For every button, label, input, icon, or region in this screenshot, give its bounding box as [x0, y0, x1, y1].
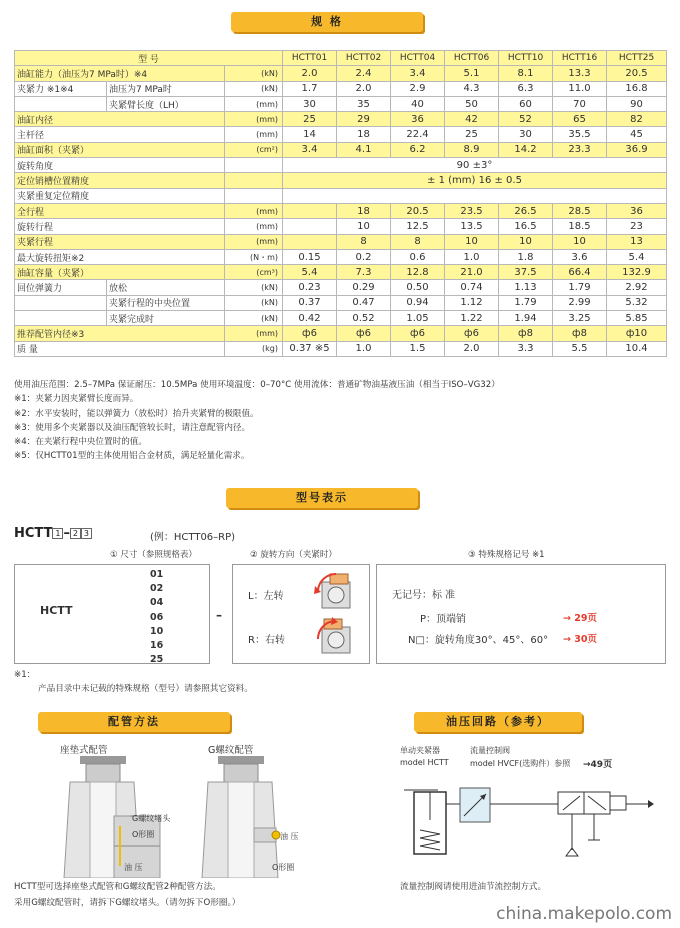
- spec-cell: 3.6: [553, 249, 607, 264]
- spec-cell: 3.25: [553, 311, 607, 326]
- spec-cell: 1.0: [337, 341, 391, 356]
- spec-row-label: 夹紧重复定位精度: [15, 188, 225, 203]
- spec-row-unit: (mm): [225, 234, 283, 249]
- spec-row: [15, 219, 667, 234]
- seat-oil-label: 油 压: [124, 863, 143, 872]
- spec-cell: 5.1: [445, 66, 499, 81]
- valve-label-2: model HVCF(选购件）参照: [470, 759, 571, 768]
- spec-row-unit: [225, 188, 283, 203]
- spec-cell: 4.3: [445, 81, 499, 96]
- spec-title-text: 规 格: [311, 15, 343, 28]
- spec-row-label: 旋转行程: [15, 219, 225, 234]
- circuit-section-title: [414, 712, 582, 732]
- spec-cell: 6.3: [499, 81, 553, 96]
- spec-cell: 3.4: [283, 142, 337, 157]
- spec-cell: 13.5: [445, 219, 499, 234]
- spec-row-label: 最大旋转扭矩※2: [15, 249, 225, 264]
- spec-cell: 132.9: [607, 265, 667, 280]
- spec-cell: 25: [445, 127, 499, 142]
- seat-oring-label: O形圈: [132, 830, 155, 839]
- spec-header-model: HCTT01: [283, 51, 337, 66]
- spec-cell: 1.8: [499, 249, 553, 264]
- spec-row-unit: (kN): [225, 295, 283, 310]
- spec-row-unit: (kg): [225, 341, 283, 356]
- spec-header-model: HCTT25: [607, 51, 667, 66]
- spec-cell: 65: [553, 112, 607, 127]
- spec-cell: 1.79: [499, 295, 553, 310]
- spec-row: [15, 188, 667, 203]
- spec-cell: 0.2: [337, 249, 391, 264]
- spec-row-label: 油缸能力（油压为7 MPa时）※4: [15, 66, 225, 81]
- spec-span-cell: 90 ±3°: [283, 158, 667, 173]
- spec-cell: 18: [337, 203, 391, 218]
- spec-cell: 13.3: [553, 66, 607, 81]
- spec-row: [15, 66, 667, 81]
- model-code-format: [14, 526, 92, 541]
- note-line: 使用油压范围：2.5–7MPa 保证耐压：10.5MPa 使用环境温度：0–70°C 使用流体：普通矿物油基液压油（相当于ISO–VG32）: [14, 380, 500, 390]
- spec-row-sublabel: 油压为7 MPa时: [107, 81, 225, 96]
- note-line: ※3：使用多个夹紧器以及油压配管较长时，请注意配管内径。: [14, 422, 251, 433]
- spec-notes: [14, 378, 654, 464]
- special-p-page: → 29页: [563, 613, 597, 624]
- spec-row: [15, 341, 667, 356]
- note-line: ※4：在夹紧行程中央位置时的值。: [14, 437, 147, 448]
- spec-header-model: HCTT06: [445, 51, 499, 66]
- spec-cell: ф6: [337, 326, 391, 341]
- circuit-note: 流量控制阀请使用进油节流控制方式。: [400, 882, 547, 892]
- spec-cell: 25: [283, 112, 337, 127]
- spec-cell: 8.1: [499, 66, 553, 81]
- dir-right-text: R：右转: [248, 635, 285, 646]
- spec-cell: 35: [337, 96, 391, 111]
- spec-cell: 0.42: [283, 311, 337, 326]
- spec-row-unit: (mm): [225, 96, 283, 111]
- spec-row: [15, 203, 667, 218]
- seat-piping-title: 座垫式配管: [60, 745, 108, 756]
- special-label: ③ 特殊规格记号 ※1: [468, 550, 545, 560]
- code-separator: –: [216, 608, 222, 622]
- thread-piping-diagram: [198, 756, 288, 878]
- spec-row: [15, 311, 667, 326]
- spec-cell: 5.4: [607, 249, 667, 264]
- spec-row: [15, 96, 667, 111]
- spec-cell: 0.47: [337, 295, 391, 310]
- note-line: ※2：水平安装时，能以弹簧力（放松时）抬升夹紧臂的极限值。: [14, 408, 259, 419]
- spec-cell: 36.9: [607, 142, 667, 157]
- circuit-title-text: 油压回路（参考）: [446, 715, 550, 728]
- spec-header-label: 型 号: [15, 51, 283, 66]
- spec-cell: 0.37 ※5: [283, 341, 337, 356]
- spec-cell: 21.0: [445, 265, 499, 280]
- spec-row-label: 主杆径: [15, 127, 225, 142]
- spec-row-unit: (mm): [225, 203, 283, 218]
- valve-page-ref: →49页: [583, 760, 613, 770]
- code-dash: –: [63, 526, 70, 541]
- spec-row-sublabel: 放松: [107, 280, 225, 295]
- spec-row-unit: (mm): [225, 326, 283, 341]
- size-label: ① 尺寸（参照规格表）: [110, 550, 197, 560]
- spec-header-row: [15, 51, 667, 66]
- spec-row-unit: (mm): [225, 112, 283, 127]
- note-line: ※5：仅HCTT01型的主体使用铝合金材质，满足轻量化需求。: [14, 451, 250, 462]
- special-n-text: N□：旋转角度30°、45°、60°: [408, 635, 549, 646]
- spec-row-unit: (kN): [225, 311, 283, 326]
- size-option: 04: [150, 597, 164, 609]
- spec-cell: 12.5: [391, 219, 445, 234]
- size-option: 01: [150, 569, 164, 580]
- spec-cell: 2.92: [607, 280, 667, 295]
- spec-cell: 1.12: [445, 295, 499, 310]
- spec-cell: 30: [499, 127, 553, 142]
- spec-cell: 35.5: [553, 127, 607, 142]
- spec-row: [15, 280, 667, 295]
- spec-cell: 2.9: [391, 81, 445, 96]
- spec-cell: 5.32: [607, 295, 667, 310]
- spec-cell: ф8: [553, 326, 607, 341]
- spec-cell: 12.8: [391, 265, 445, 280]
- spec-cell: 23.5: [445, 203, 499, 218]
- piping-title-text: 配管方法: [108, 715, 160, 728]
- spec-cell: 2.0: [283, 66, 337, 81]
- spec-row-sublabel: 夹紧臂长度（LH）: [107, 96, 225, 111]
- spec-cell: 5.4: [283, 265, 337, 280]
- spec-cell: ф8: [499, 326, 553, 341]
- spec-cell: 29: [337, 112, 391, 127]
- spec-cell: 23: [607, 219, 667, 234]
- spec-row-unit: (cm²): [225, 142, 283, 157]
- spec-cell: 0.74: [445, 280, 499, 295]
- size-option: 10: [150, 625, 164, 637]
- spec-cell: 16.8: [607, 81, 667, 96]
- spec-cell: 20.5: [391, 203, 445, 218]
- spec-row-unit: (kN): [225, 81, 283, 96]
- spec-cell: 2.0: [337, 81, 391, 96]
- spec-row: [15, 142, 667, 157]
- spec-cell: 2.4: [337, 66, 391, 81]
- spec-row: [15, 265, 667, 280]
- code-box-2: 2: [70, 528, 81, 539]
- model-body-text: HCTT: [40, 604, 73, 617]
- spec-row-unit: (mm): [225, 127, 283, 142]
- size-option: 02: [150, 583, 164, 595]
- spec-cell: 23.3: [553, 142, 607, 157]
- spec-cell: 0.23: [283, 280, 337, 295]
- spec-cell: ф6: [445, 326, 499, 341]
- spec-row: [15, 234, 667, 249]
- spec-cell: 3.4: [391, 66, 445, 81]
- spec-cell: 6.2: [391, 142, 445, 157]
- spec-row-label: 回位弹簧力: [15, 280, 107, 295]
- model-code-section-title: [226, 488, 418, 508]
- direction-label: ② 旋转方向（夹紧时）: [250, 550, 337, 560]
- spec-cell: 0.94: [391, 295, 445, 310]
- spec-row: [15, 249, 667, 264]
- spec-cell: 8: [337, 234, 391, 249]
- spec-cell: 2.0: [445, 341, 499, 356]
- code-footnote-mark: ※1：: [14, 670, 36, 680]
- note-line: ※1：夹紧力因夹紧臂长度而异。: [14, 394, 139, 405]
- spec-cell: 10: [445, 234, 499, 249]
- spec-cell: 1.94: [499, 311, 553, 326]
- spec-cell: 1.79: [553, 280, 607, 295]
- spec-cell: 1.5: [391, 341, 445, 356]
- spec-cell: 1.22: [445, 311, 499, 326]
- spec-cell: 0.37: [283, 295, 337, 310]
- spec-cell: 1.13: [499, 280, 553, 295]
- spec-cell: 0.29: [337, 280, 391, 295]
- spec-span-cell: [283, 188, 667, 203]
- size-list: [150, 568, 163, 667]
- spec-cell: [283, 203, 337, 218]
- spec-row-label: [15, 96, 107, 111]
- dir-left-text: L：左转: [248, 591, 284, 602]
- spec-span-cell: ± 1 (mm) 16 ± 0.5: [283, 173, 667, 188]
- spec-cell: 1.7: [283, 81, 337, 96]
- spec-cell: 45: [607, 127, 667, 142]
- hydraulic-circuit-diagram: [398, 770, 660, 870]
- spec-cell: 50: [445, 96, 499, 111]
- special-none-text: 无记号：标 准: [392, 590, 456, 601]
- code-box-1: 1: [52, 528, 63, 539]
- spec-cell: 22.4: [391, 127, 445, 142]
- spec-cell: 13: [607, 234, 667, 249]
- spec-row-label: 质 量: [15, 341, 225, 356]
- spec-cell: ф6: [283, 326, 337, 341]
- piping-section-title: [38, 712, 230, 732]
- spec-cell: 14.2: [499, 142, 553, 157]
- spec-cell: ф6: [391, 326, 445, 341]
- spec-cell: ф10: [607, 326, 667, 341]
- spec-header-model: HCTT02: [337, 51, 391, 66]
- spec-cell: 0.52: [337, 311, 391, 326]
- spec-row-label: 旋转角度: [15, 158, 225, 173]
- size-option: 25: [150, 654, 164, 666]
- spec-row-unit: (kN): [225, 66, 283, 81]
- spec-row-unit: (mm): [225, 219, 283, 234]
- thread-oil-label: 油 压: [280, 832, 299, 841]
- spec-cell: 70: [553, 96, 607, 111]
- spec-cell: 16.5: [499, 219, 553, 234]
- spec-cell: 42: [445, 112, 499, 127]
- spec-row-label: 推荐配管内径※3: [15, 326, 225, 341]
- spec-row-label: 定位销槽位置精度: [15, 173, 225, 188]
- spec-row-label: 夹紧行程: [15, 234, 225, 249]
- spec-row-unit: (N・m): [225, 249, 283, 264]
- clamp-label-2: model HCTT: [400, 758, 449, 767]
- model-code-prefix: HCTT: [14, 526, 53, 541]
- spec-row-unit: (kN): [225, 280, 283, 295]
- spec-table: [14, 50, 667, 357]
- spec-cell: 7.3: [337, 265, 391, 280]
- spec-cell: 30: [283, 96, 337, 111]
- spec-cell: 37.5: [499, 265, 553, 280]
- spec-row-label: [15, 295, 107, 310]
- spec-cell: 82: [607, 112, 667, 127]
- spec-header-model: HCTT04: [391, 51, 445, 66]
- spec-cell: 0.15: [283, 249, 337, 264]
- valve-label-1: 流量控制阀: [470, 746, 510, 755]
- spec-row-label: 油缸内径: [15, 112, 225, 127]
- spec-cell: 2.99: [553, 295, 607, 310]
- thread-oring-label: O形圈: [272, 863, 295, 872]
- watermark-text: china.makepolo.com: [496, 904, 672, 924]
- spec-row: [15, 173, 667, 188]
- spec-row-unit: (cm³): [225, 265, 283, 280]
- size-option: 06: [150, 611, 164, 623]
- right-rotation-clamp-icon: [310, 615, 360, 657]
- spec-cell: 8.9: [445, 142, 499, 157]
- model-code-example: (例：HCTT06–RP): [150, 532, 236, 543]
- spec-row-unit: [225, 158, 283, 173]
- spec-row-sublabel: 夹紧完成时: [107, 311, 225, 326]
- spec-row-label: 全行程: [15, 203, 225, 218]
- spec-row-label: [15, 311, 107, 326]
- spec-cell: 0.6: [391, 249, 445, 264]
- spec-row-label: 夹紧力 ※1※4: [15, 81, 107, 96]
- piping-note-2: 采用G螺纹配管时，请拆下G螺纹堵头。（请勿拆下O形圈。）: [14, 898, 241, 908]
- code-box-3: 3: [81, 528, 92, 539]
- spec-cell: 10: [337, 219, 391, 234]
- spec-row: [15, 112, 667, 127]
- special-p-text: P：顶端销: [420, 614, 467, 625]
- spec-cell: 0.50: [391, 280, 445, 295]
- code-footnote: 产品目录中未记载的特殊规格（型号）请参照其它资料。: [38, 684, 253, 694]
- spec-cell: 60: [499, 96, 553, 111]
- spec-cell: 1.0: [445, 249, 499, 264]
- spec-cell: 28.5: [553, 203, 607, 218]
- clamp-label-1: 单动夹紧器: [400, 746, 440, 755]
- spec-cell: 18.5: [553, 219, 607, 234]
- spec-row: [15, 81, 667, 96]
- size-option: 16: [150, 640, 164, 652]
- spec-cell: 4.1: [337, 142, 391, 157]
- spec-header-model: HCTT10: [499, 51, 553, 66]
- spec-cell: 10: [553, 234, 607, 249]
- piping-note-1: HCTT型可选择座垫式配管和G螺纹配管2种配管方法。: [14, 882, 221, 892]
- spec-cell: 26.5: [499, 203, 553, 218]
- spec-cell: 1.05: [391, 311, 445, 326]
- spec-cell: 5.85: [607, 311, 667, 326]
- spec-cell: 14: [283, 127, 337, 142]
- spec-row-label: 油缸面积（夹紧）: [15, 142, 225, 157]
- spec-cell: 36: [391, 112, 445, 127]
- spec-cell: 36: [607, 203, 667, 218]
- spec-cell: 11.0: [553, 81, 607, 96]
- spec-row: [15, 127, 667, 142]
- spec-cell: [283, 219, 337, 234]
- special-n-page: → 30页: [563, 634, 597, 645]
- spec-cell: 66.4: [553, 265, 607, 280]
- spec-cell: 3.3: [499, 341, 553, 356]
- seat-plug-label: G螺纹堵头: [132, 814, 171, 823]
- spec-cell: 90: [607, 96, 667, 111]
- spec-row: [15, 295, 667, 310]
- spec-cell: 5.5: [553, 341, 607, 356]
- spec-cell: [283, 234, 337, 249]
- model-code-title-text: 型号表示: [296, 491, 348, 504]
- spec-cell: 52: [499, 112, 553, 127]
- spec-row-label: 油缸容量（夹紧）: [15, 265, 225, 280]
- spec-cell: 10: [499, 234, 553, 249]
- spec-row: [15, 326, 667, 341]
- thread-piping-title: G螺纹配管: [208, 745, 254, 756]
- spec-row-unit: [225, 173, 283, 188]
- spec-header-model: HCTT16: [553, 51, 607, 66]
- spec-row: [15, 158, 667, 173]
- spec-cell: 10.4: [607, 341, 667, 356]
- spec-cell: 40: [391, 96, 445, 111]
- spec-section-title: [231, 12, 423, 32]
- spec-cell: 8: [391, 234, 445, 249]
- left-rotation-clamp-icon: [310, 570, 360, 612]
- spec-cell: 18: [337, 127, 391, 142]
- spec-row-sublabel: 夹紧行程的中央位置: [107, 295, 225, 310]
- spec-cell: 20.5: [607, 66, 667, 81]
